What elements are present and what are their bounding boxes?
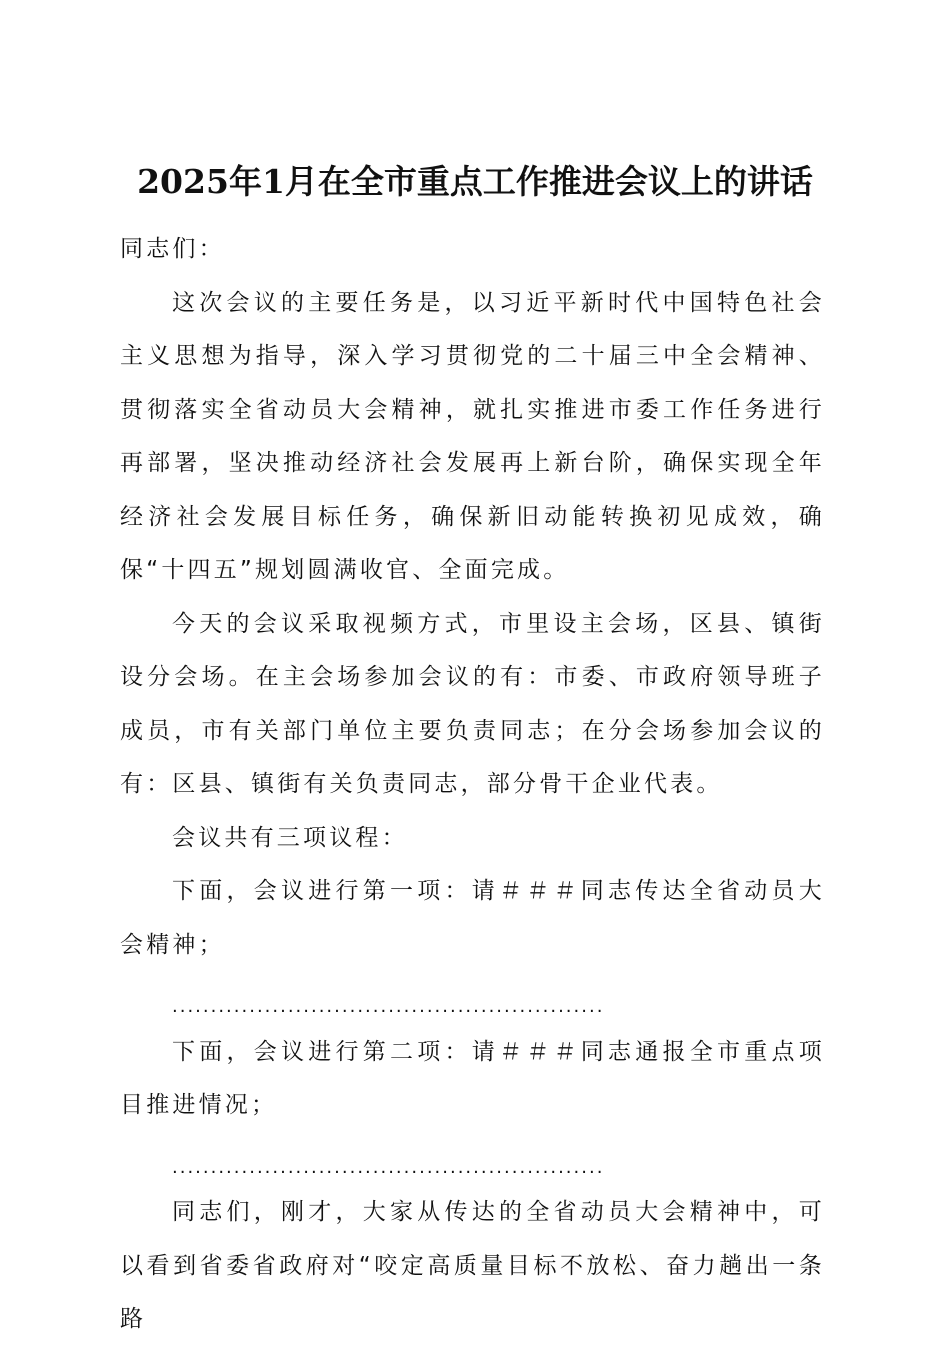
paragraph-task: 这次会议的主要任务是，以习近平新时代中国特色社会主义思想为指导，深入学习贯彻党的二十届三中全会精神、贯彻落实全省动员大会精神，就扎实推进市委工作任务进行再部署，坚决推动经济社会发展再上新台阶，确保实现全年经济社会发展目标任务，确保新旧动能转换初见成效，确保“十四五”规划圆满收官、全面完成。 bbox=[120, 289, 825, 583]
paragraph-format: 今天的会议采取视频方式，市里设主会场，区县、镇街设分会场。在主会场参加会议的有：市委、市政府领导班子成员，市有关部门单位主要负责同志；在分会场参加会议的有：区县、镇街有关负责同志，部分骨干企业代表。 bbox=[120, 610, 825, 797]
salutation: 同志们： bbox=[120, 236, 225, 262]
paragraph-item-one: 下面，会议进行第一项：请＃＃＃同志传达全省动员大会精神； bbox=[120, 878, 825, 958]
ellipsis-separator-2: ........................................................ bbox=[172, 1156, 605, 1178]
document-body bbox=[120, 223, 825, 1347]
paragraph-item-two: 下面，会议进行第二项：请＃＃＃同志通报全市重点项目推进情况； bbox=[120, 1038, 825, 1118]
document-title: 2025年1月在全市重点工作推进会议上的讲话 bbox=[137, 162, 813, 202]
paragraph-agenda: 会议共有三项议程： bbox=[172, 824, 408, 851]
paragraph-closing: 同志们，刚才，大家从传达的全省动员大会精神中，可以看到省委省政府对“咬定高质量目标不放松、奋力趟出一条路 bbox=[120, 1199, 825, 1332]
ellipsis-separator-1: ........................................................ bbox=[172, 996, 605, 1017]
